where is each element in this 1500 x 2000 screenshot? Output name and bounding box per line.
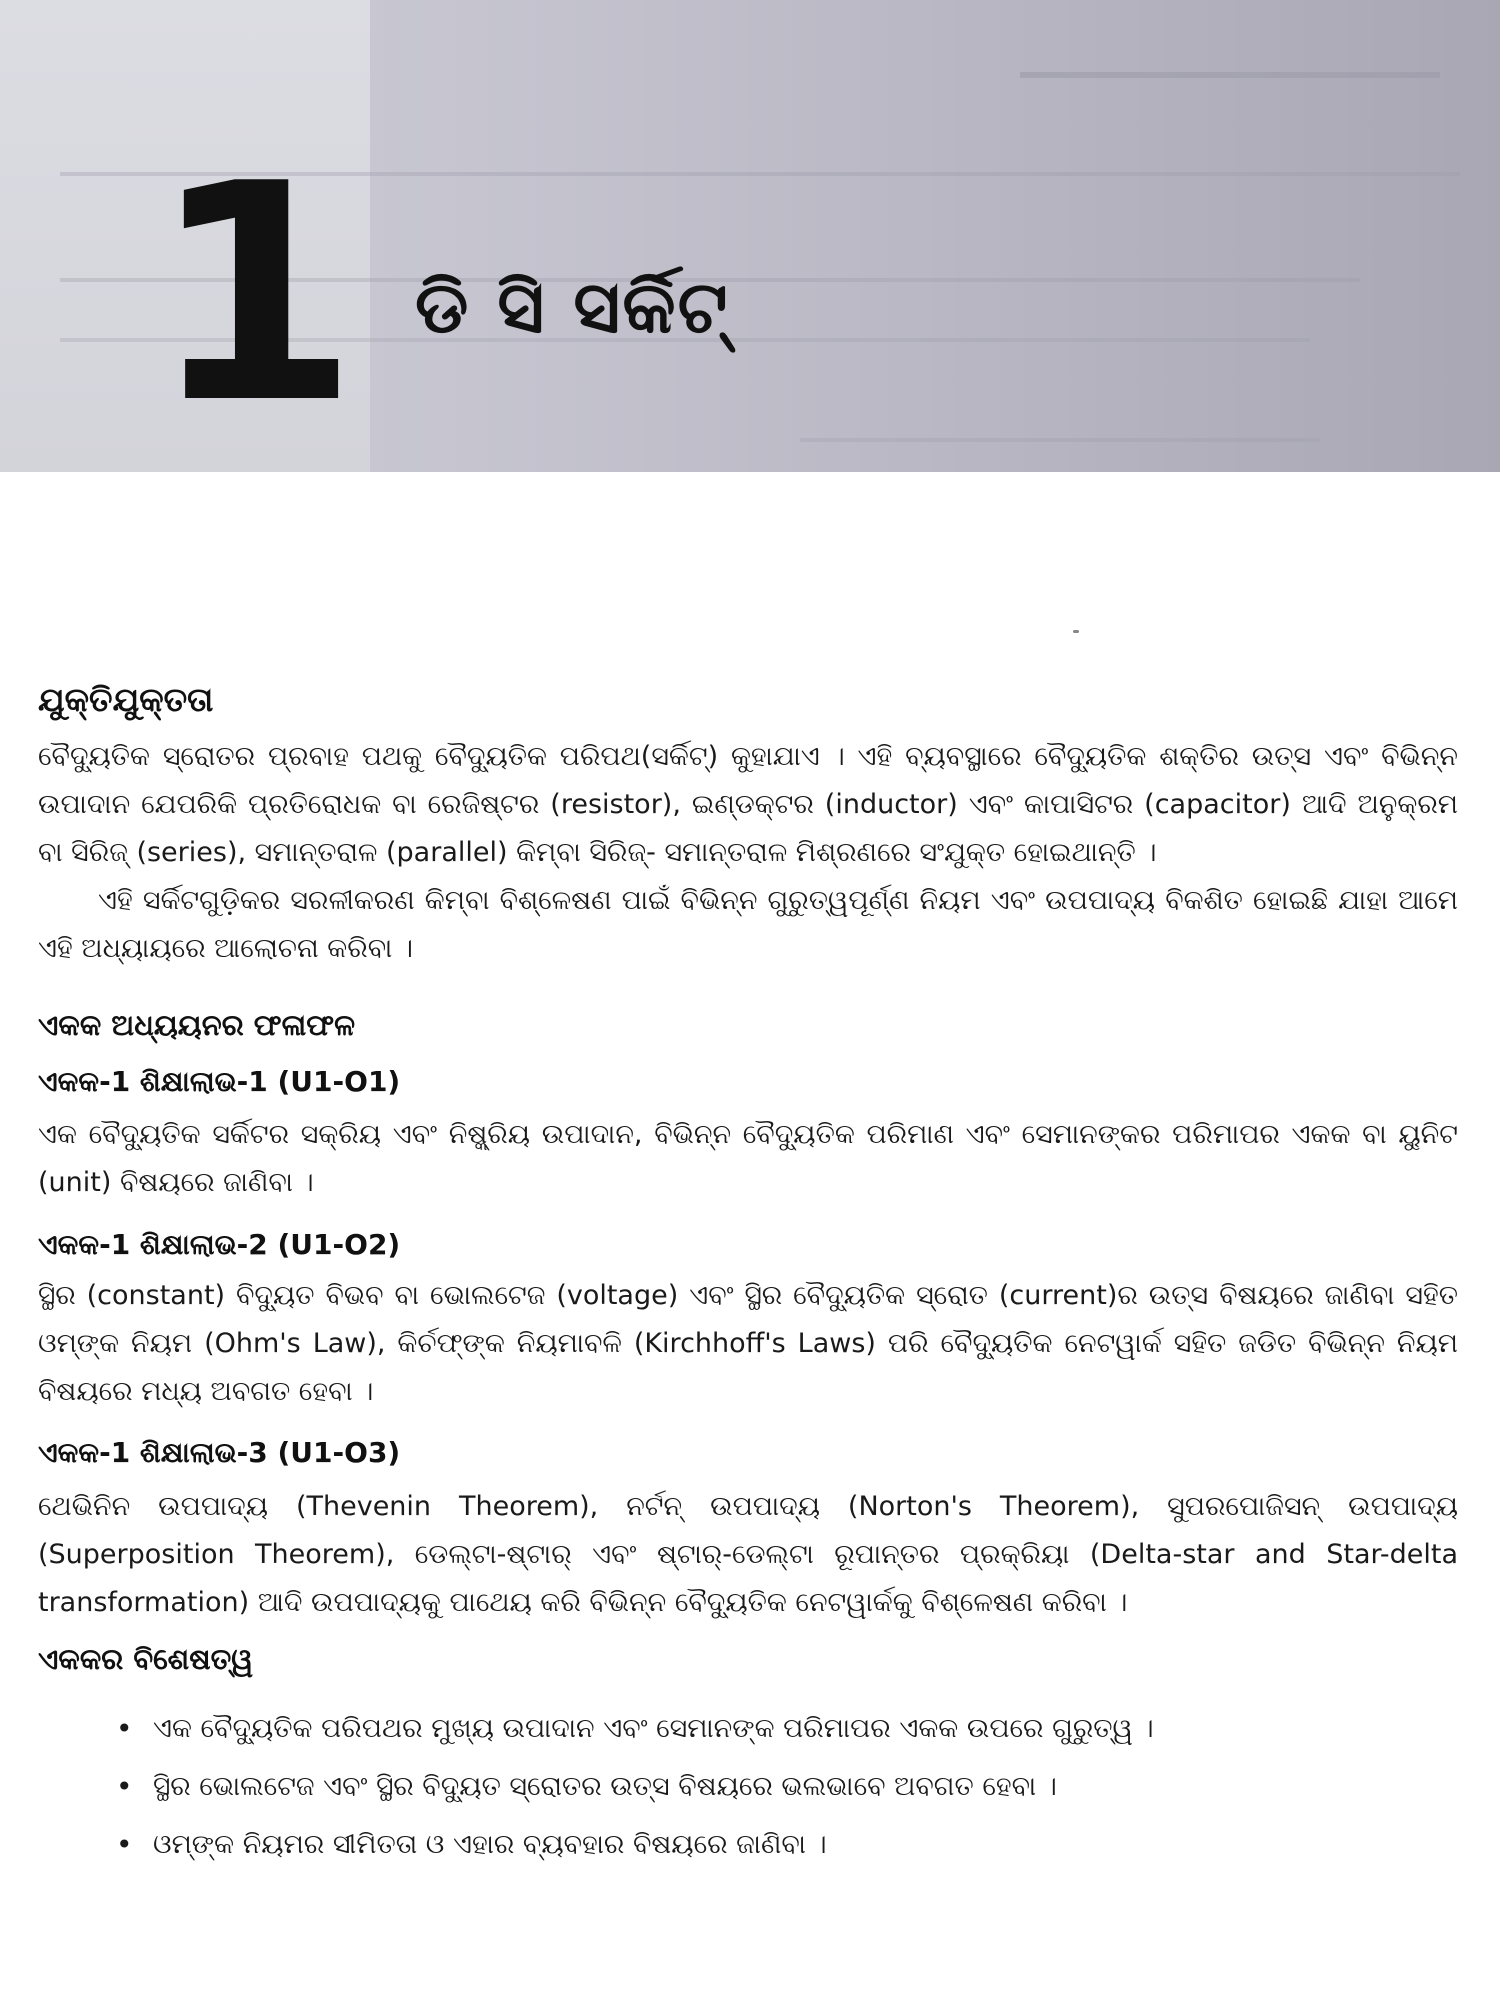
banner-decoration [1020,72,1440,78]
outcome-label: ଏକକ-1 ଶିକ୍ଷାଲାଭ-1 (U1-O1) [38,1065,401,1098]
rationale-heading: ଯୁକ୍ତିଯୁକ୍ତତା [38,680,214,719]
rationale-paragraph-2: ଏହି ସର୍କିଟଗୁଡ଼ିକର ସରଳୀକରଣ କିମ୍ବା ବିଶ୍ଳେଷଣ ପାଇଁ ବିଭିନ୍ନ ଗୁରୁତ୍ୱପୂର୍ଣ୍ଣ ନିୟମ ଏବଂ ଉପପାଦ୍ୟ ବିକଶିତ ହୋଇଛି ଯାହା ଆମେ ଏହି ଅଧ୍ୟାୟରେ ଆଲୋଚନା କରିବା । [38,885,1458,964]
rationale-paragraph-1: ବୈଦ୍ୟୁତିକ ସ୍ରୋତର ପ୍ରବାହ ପଥକୁ ବୈଦ୍ୟୁତିକ ପରିପଥ(ସର୍କିଟ୍) କୁହାଯାଏ । ଏହି ବ୍ୟବସ୍ଥାରେ ବୈଦ୍ୟୁତିକ ଶକ୍ତିର ଉତ୍ସ ଏବଂ ବିଭିନ୍ନ ଉପାଦାନ ଯେପରିକି ପ୍ରତିରୋଧକ ବା ରେଜିଷ୍ଟର (resistor), ଇଣ୍ଡକ୍ଟର (inductor) ଏବଂ କାପାସିଟର (capacitor) ଆଦି ଅନୁକ୍ରମ ବା ସିରିଜ୍ (series), ସମାନ୍ତରାଳ (parallel) କିମ୍ବା ସିରିଜ୍- ସମାନ୍ତରାଳ ମିଶ୍ରଣରେ ସଂଯୁକ୍ତ ହୋଇଥାନ୍ତି । [38,741,1458,868]
outcome-text: ଏକ ବୈଦ୍ୟୁତିକ ସର୍କିଟର ସକ୍ରିୟ ଏବଂ ନିଷ୍କ୍ରିୟ ଉପାଦାନ, ବିଭିନ୍ନ ବୈଦ୍ୟୁତିକ ପରିମାଣ ଏବଂ ସେମାନଙ୍କର ପରିମାପର ଏକକ ବା ୟୁନିଟ (unit) ବିଷୟରେ ଜାଣିବା । [38,1119,1458,1198]
bullet-marker: • [116,1712,133,1745]
outcome-label: ଏକକ-1 ଶିକ୍ଷାଲାଭ-2 (U1-O2) [38,1228,401,1261]
bullet-marker: • [116,1770,133,1803]
chapter-number: 1 [150,120,349,469]
features-heading: ଏକକର ବିଶେଷତ୍ୱ [38,1642,254,1676]
outcome-label: ଏକକ-1 ଶିକ୍ଷାଲାଭ-3 (U1-O3) [38,1436,401,1469]
feature-bullet: ଏକ ବୈଦ୍ୟୁତିକ ପରିପଥର ମୁଖ୍ୟ ଉପାଦାନ ଏବଂ ସେମାନଙ୍କ ପରିମାପର ଏକକ ଉପରେ ଗୁରୁତ୍ୱ । [153,1713,1154,1744]
outcome-text: ସ୍ଥିର (constant) ବିଦ୍ୟୁତ ବିଭବ ବା ଭୋଲଟେଜ (voltage) ଏବଂ ସ୍ଥିର ବୈଦ୍ୟୁତିକ ସ୍ରୋତ (current)ର ଉତ୍ସ ବିଷୟରେ ଜାଣିବା ସହିତ ଓମ୍‌ଙ୍କ ନିୟମ (Ohm's Law), କିର୍ଚଫ୍‌ଙ୍କ ନିୟମାବଳି (Kirchhoff's Laws) ପରି ବୈଦ୍ୟୁତିକ ନେଟୱାର୍କ ସହିତ ଜଡିତ ବିଭିନ୍ନ ନିୟମ ବିଷୟରେ ମଧ୍ୟ ଅବଗତ ହେବା । [38,1280,1458,1407]
print-speck [1073,630,1079,633]
feature-bullet: ସ୍ଥିର ଭୋଲଟେଜ ଏବଂ ସ୍ଥିର ବିଦ୍ୟୁତ ସ୍ରୋତର ଉତ୍ସ ବିଷୟରେ ଭଲଭାବେ ଅବଗତ ହେବା । [153,1771,1057,1802]
outcomes-heading: ଏକକ ଅଧ୍ୟୟନର ଫଳାଫଳ [38,1008,356,1042]
bullet-marker: • [116,1828,133,1861]
chapter-title: ଡି ସି ସର୍କିଟ୍ [415,265,730,349]
outcome-text: ଥେଭିନିନ ଉପପାଦ୍ୟ (Thevenin Theorem), ନର୍ଟନ୍ ଉପପାଦ୍ୟ (Norton's Theorem), ସୁପରପୋଜିସନ୍ ଉପପାଦ୍ୟ (Superposition Theorem), ଡେଲ୍ଟା-ଷ୍ଟାର୍ ଏବଂ ଷ୍ଟାର୍-ଡେଲ୍ଟା ରୂପାନ୍ତର ପ୍ରକ୍ରିୟା (Delta-star and Star-delta transformation) ଆଦି ଉପପାଦ୍ୟକୁ ପାଥେୟ କରି ବିଭିନ୍ନ ବୈଦ୍ୟୁତିକ ନେଟୱାର୍କକୁ ବିଶ୍ଳେଷଣ କରିବା । [38,1491,1458,1618]
chapter-banner [0,0,1500,472]
feature-bullet: ଓମ୍‌ଙ୍କ ନିୟମର ସୀମିତତା ଓ ଏହାର ବ୍ୟବହାର ବିଷୟରେ ଜାଣିବା । [153,1829,827,1860]
banner-decoration [800,438,1320,442]
